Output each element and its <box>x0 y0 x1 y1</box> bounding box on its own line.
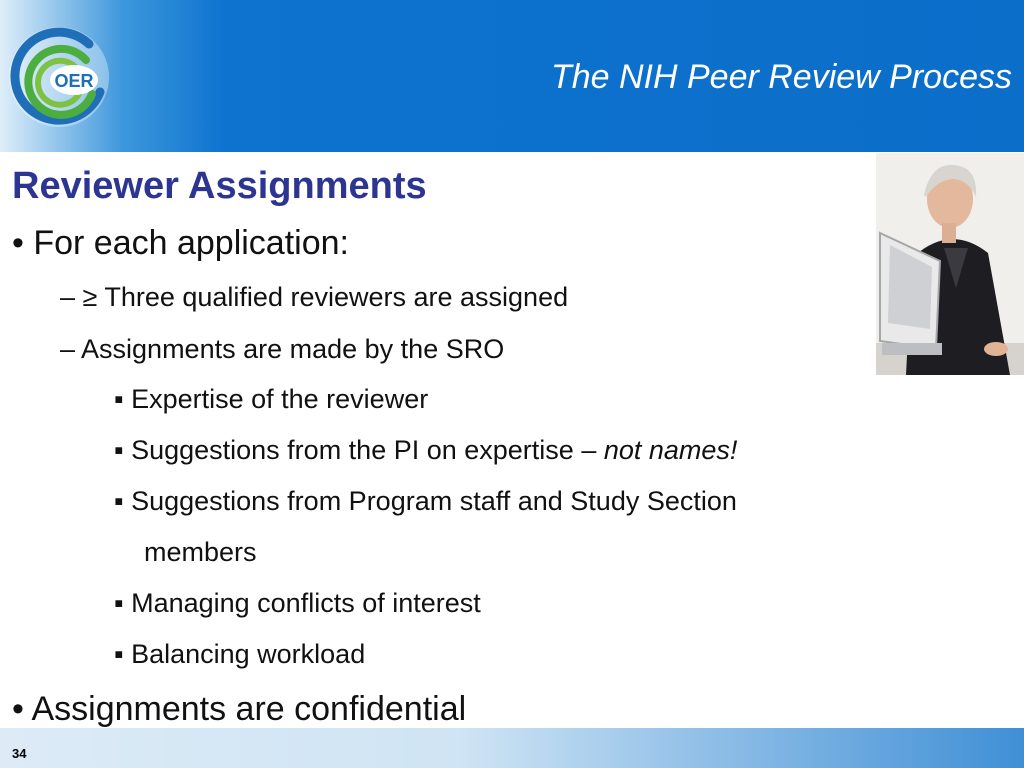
page-number: 34 <box>12 746 27 761</box>
subbullet-three-reviewers: – ≥ Three qualified reviewers are assigned <box>60 282 569 312</box>
logo-text: OER <box>54 71 94 91</box>
oer-logo <box>4 22 114 132</box>
subbullet-assignments-by-sro: – Assignments are made by the SRO <box>60 334 505 364</box>
section-heading: Reviewer Assignments <box>12 165 427 207</box>
bullet-for-each-application: • For each application: <box>12 224 349 262</box>
item-conflicts-of-interest: ▪ Managing conflicts of interest <box>114 588 481 618</box>
item-suggestions-pi-text: ▪ Suggestions from the PI on expertise – <box>114 435 604 465</box>
item-suggestions-program-continued: members <box>144 537 257 567</box>
woman-at-computer-photo <box>876 153 1024 375</box>
item-expertise: ▪ Expertise of the reviewer <box>114 384 429 414</box>
bullet-assignments-confidential: • Assignments are confidential <box>12 690 467 728</box>
slide-title: The NIH Peer Review Process <box>550 58 1012 96</box>
item-balancing-workload: ▪ Balancing workload <box>114 639 366 669</box>
item-suggestions-pi <box>114 435 737 466</box>
not-names-emphasis: not names! <box>603 435 738 465</box>
item-suggestions-program: ▪ Suggestions from Program staff and Study Section <box>114 486 737 516</box>
header-bar <box>0 0 1024 152</box>
footer-bar <box>0 728 1024 768</box>
